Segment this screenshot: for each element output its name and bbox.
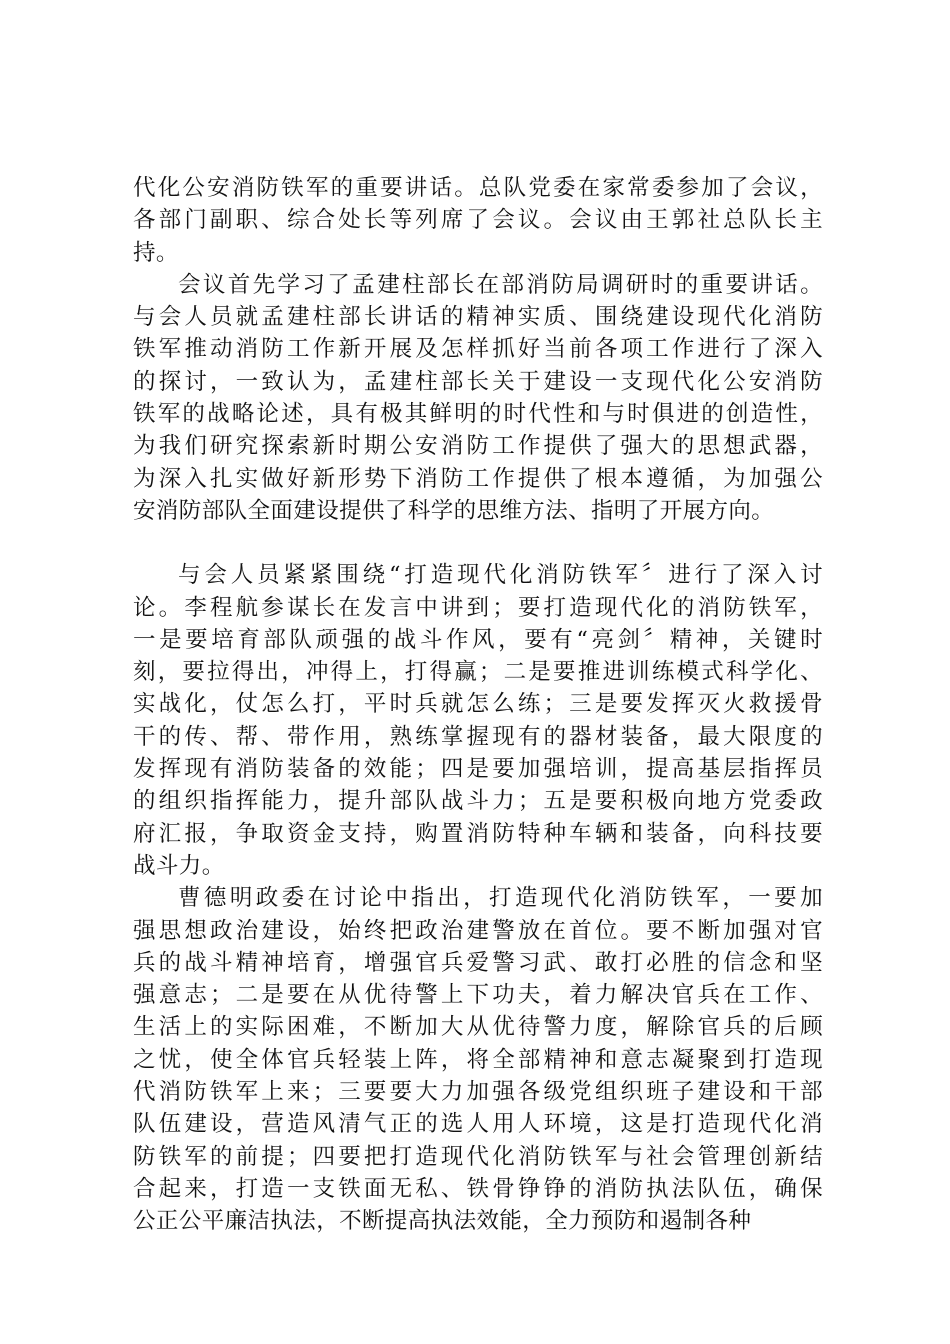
text-line: 安消防部队全面建设提供了科学的思维方法、指明了开展方向。 [133,497,775,524]
text-line: 代消防铁军上来；三要要大力加强各级党组织班子建设和干部 [133,1079,823,1106]
text-line: 一是要培育部队顽强的战斗作风，要有“亮剑〞精神，关键时 [133,626,823,653]
text-line: 公正公平廉洁执法，不断提高执法效能，全力预防和遏制各种 [133,1208,752,1235]
text-line: 铁军的战略论述，具有极其鲜明的时代性和与时俱进的创造性， [133,401,823,428]
text-line: 干的传、帮、带作用，熟练掌握现有的器材装备，最大限度的 [133,723,823,750]
text-line: 刻，要拉得出，冲得上，打得赢；二是要推进训练模式科学化、 [133,659,823,686]
text-line: 持。 [133,239,179,266]
paragraph-gap [133,527,823,559]
text-line: 的探讨，一致认为，孟建柱部长关于建设一支现代化公安消防 [133,368,823,395]
text-line: 队伍建设，营造风清气正的选人用人环境，这是打造现代化消 [133,1111,823,1138]
text-line: 合起来，打造一支铁面无私、铁骨铮铮的消防执法队伍，确保 [133,1175,823,1202]
text-line: 各部门副职、综合处长等列席了会议。会议由王郭社总队长主 [133,207,823,234]
paragraph [133,559,823,882]
text-line: 强思想政治建设，始终把政治建警放在首位。要不断加强对官 [133,917,823,944]
text-line: 兵的战斗精神培育，增强官兵爱警习武、敢打必胜的信念和坚 [133,949,823,976]
text-line: 与会人员就孟建柱部长讲话的精神实质、围绕建设现代化消防 [133,304,823,331]
text-line: 曹德明政委在讨论中指出，打造现代化消防铁军，一要加 [178,885,823,912]
text-line: 生活上的实际困难，不断加大从优待警力度，解除官兵的后顾 [133,1014,823,1041]
text-line: 会议首先学习了孟建柱部长在部消防局调研时的重要讲话。 [178,271,823,298]
text-line: 发挥现有消防装备的效能；四是要加强培训，提高基层指挥员 [133,756,823,783]
text-line: 战斗力。 [133,852,225,879]
paragraph [133,882,823,1237]
text-line: 论。李程航参谋长在发言中讲到；要打造现代化的消防铁军， [133,594,823,621]
text-line: 铁军推动消防工作新开展及怎样抓好当前各项工作进行了深入 [133,336,823,363]
text-line: 强意志；二是要在从优待警上下功夫，着力解决官兵在工作、 [133,982,823,1009]
text-line: 防铁军的前提；四要把打造现代化消防铁军与社会管理创新结 [133,1143,823,1170]
text-line: 实战化，仗怎么打，平时兵就怎么练；三是要发挥灭火救援骨 [133,691,823,718]
text-line: 的组织指挥能力，提升部队战斗力；五是要积极向地方党委政 [133,788,823,815]
text-line: 为我们研究探索新时期公安消防工作提供了强大的思想武器， [133,433,823,460]
text-line: 与会人员紧紧围绕“打造现代化消防铁军〞进行了深入讨 [178,562,823,589]
text-line: 代化公安消防铁军的重要讲话。总队党委在家常委参加了会议， [133,175,823,201]
text-line: 为深入扎实做好新形势下消防工作提供了根本遵循，为加强公 [133,465,823,492]
text-line: 之忧，使全体官兵轻装上阵，将全部精神和意志凝聚到打造现 [133,1046,823,1073]
text-line: 府汇报，争取资金支持，购置消防特种车辆和装备，向科技要 [133,820,823,847]
paragraph [133,269,823,527]
paragraph [133,172,823,269]
document-body [133,172,823,1238]
